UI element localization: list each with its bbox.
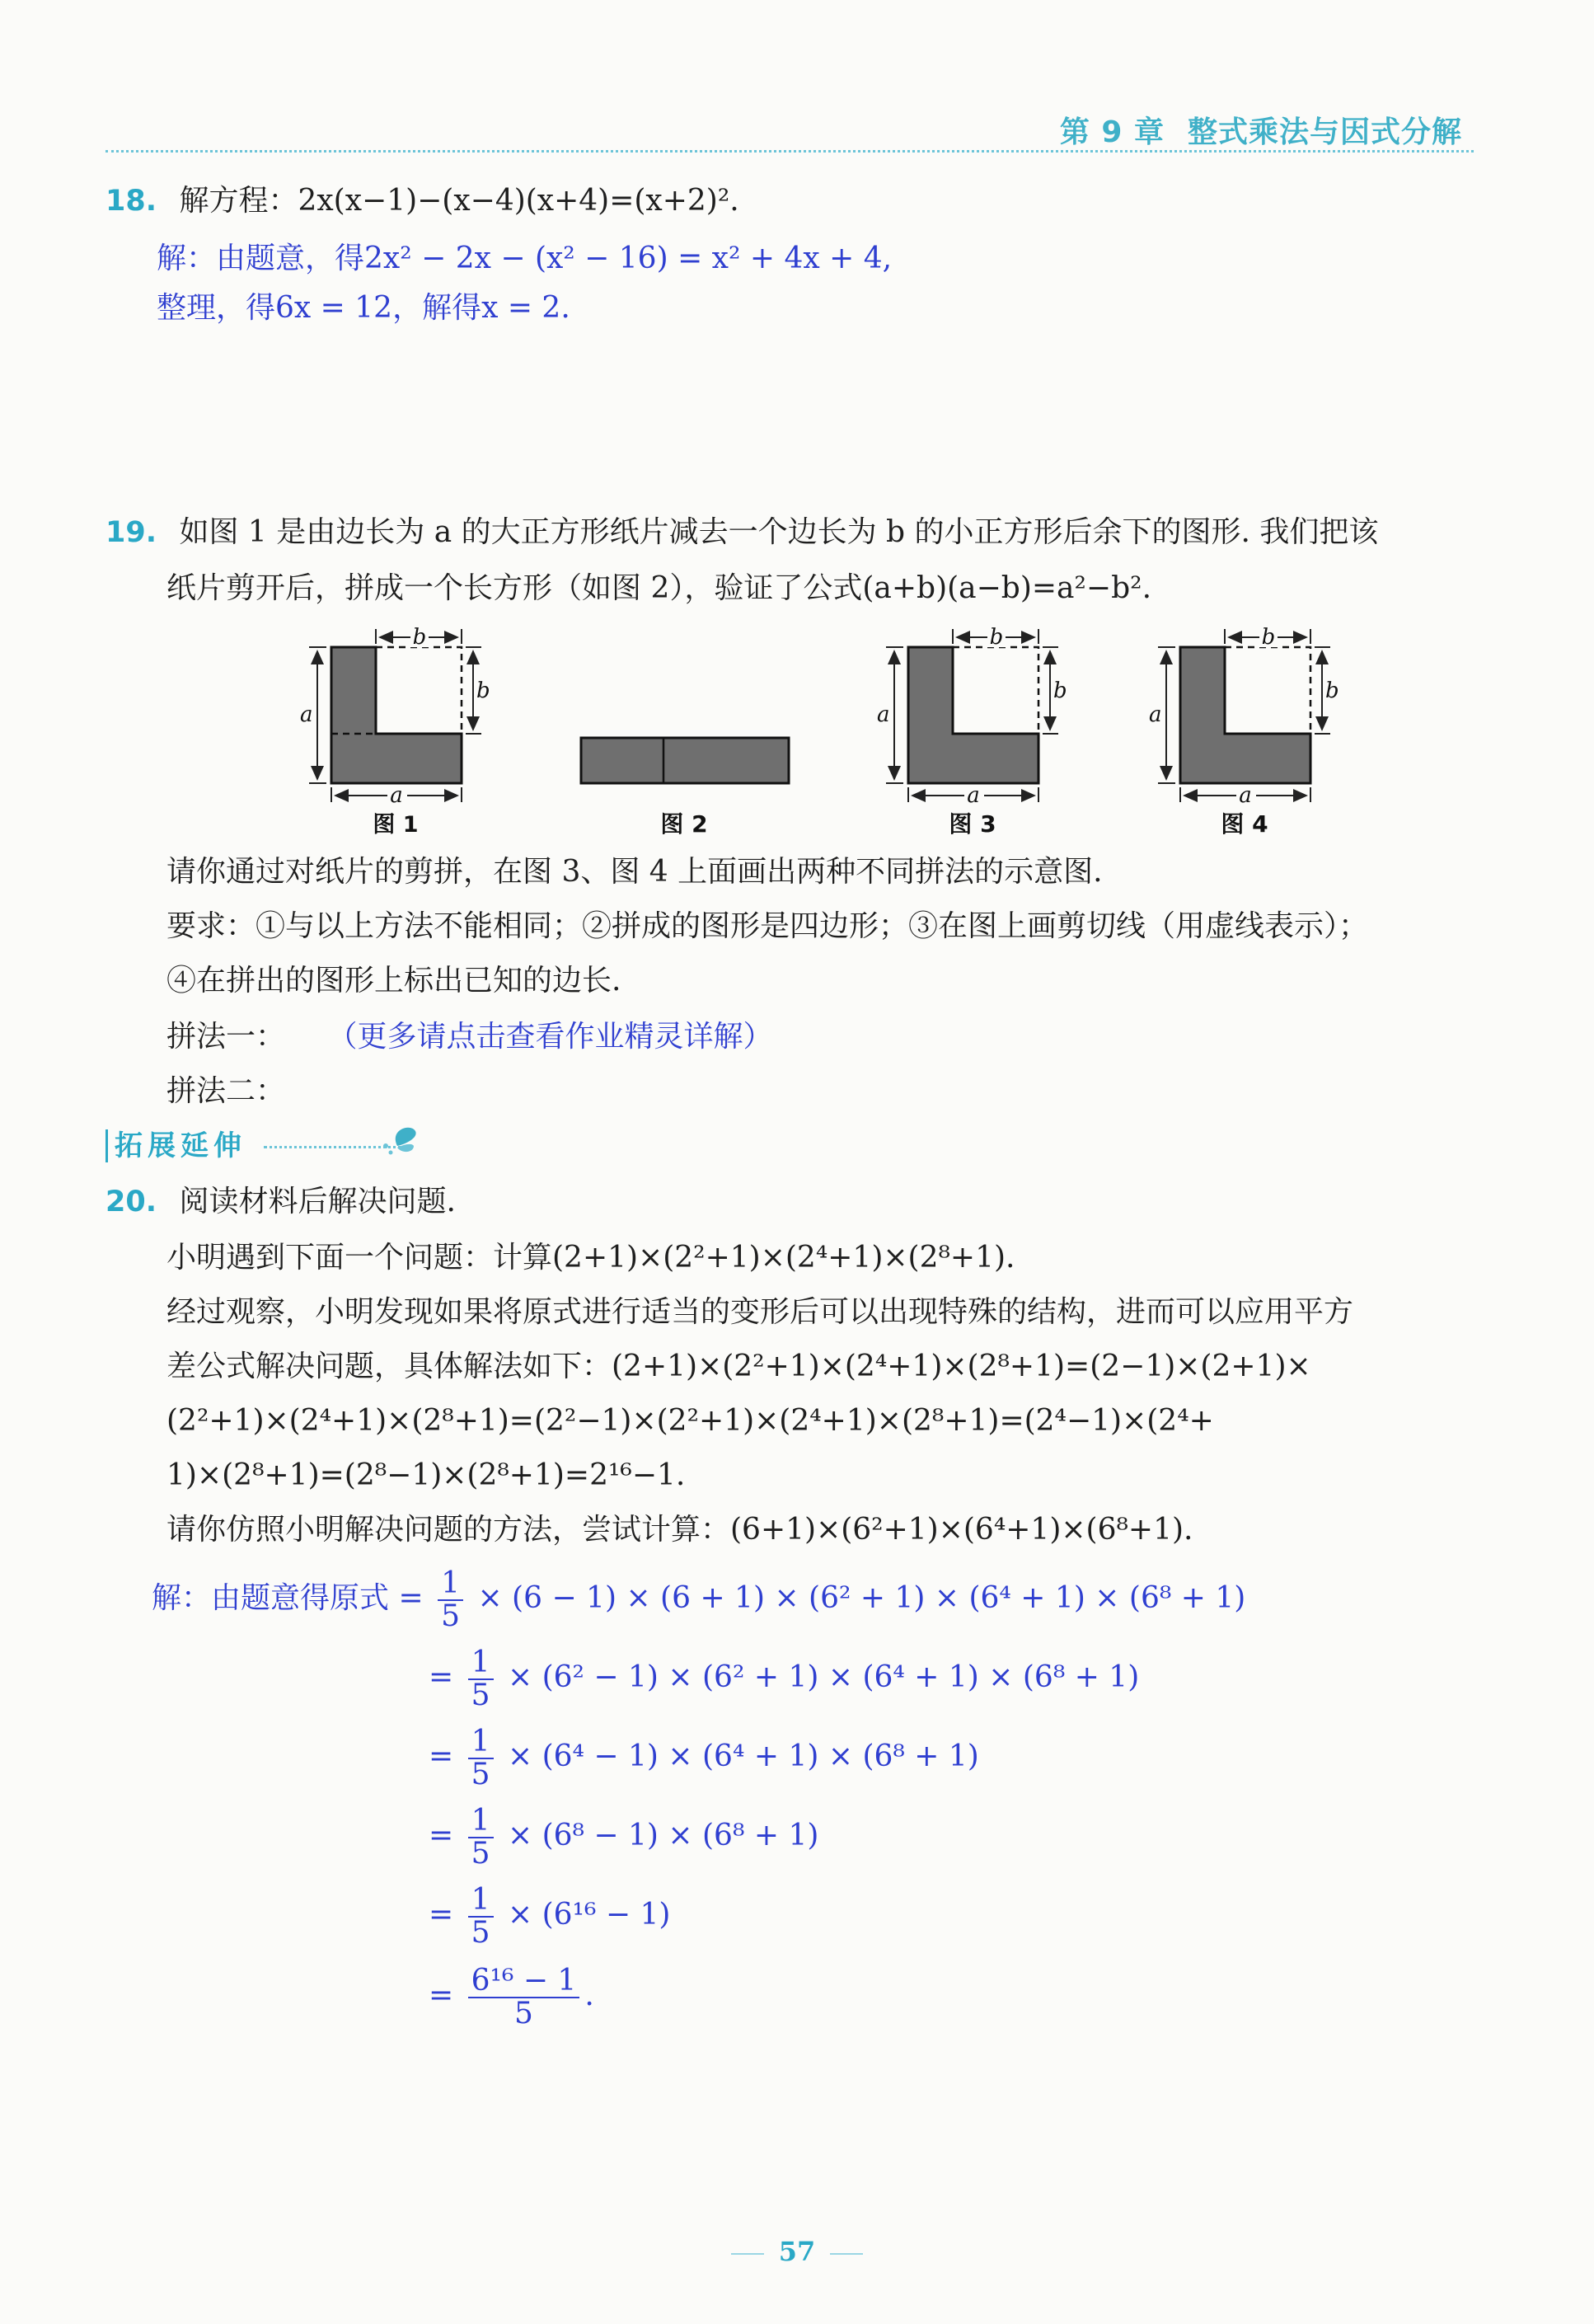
question-number: 18.	[105, 185, 157, 218]
question-number: 20.	[105, 1185, 157, 1218]
figure-2	[581, 738, 789, 838]
step-expression: × (6¹⁶ − 1)	[507, 1897, 671, 1932]
step-expression: × (6² − 1) × (6² + 1) × (6⁴ + 1) × (6⁸ + 1)	[507, 1660, 1140, 1694]
q19-requirements-line-2: ④在拼出的图形上标出已知的边长.	[166, 964, 621, 998]
question-prompt: 解方程：2x(x−1)−(x−4)(x+4)=(x+2)².	[179, 184, 739, 218]
solution-prefix: 解：由题意得原式	[152, 1580, 390, 1615]
question-20	[105, 1187, 456, 1217]
figure-3-caption: 图 3	[949, 810, 996, 838]
figure-4	[1149, 625, 1339, 838]
page-number: 57	[0, 2236, 1594, 2267]
fraction: $\frac{1}{5}$	[438, 1568, 463, 1632]
q20-line-1: 小明遇到下面一个问题：计算(2+1)×(2²+1)×(2⁴+1)×(2⁸+1).	[166, 1241, 1015, 1275]
figure-2-caption: 图 2	[660, 810, 708, 838]
label-b-right: b	[1325, 678, 1339, 703]
butterfly-icon	[377, 1121, 424, 1161]
q19-method-2: 拼法二：	[166, 1074, 286, 1108]
label-b-right: b	[476, 678, 490, 703]
q20-line-2: 经过观察，小明发现如果将原式进行适当的变形后可以出现特殊的结构，进而可以应用平方	[166, 1295, 1354, 1329]
more-details-link[interactable]: （更多请点击查看作业精灵详解）	[327, 1020, 773, 1054]
question-19	[105, 515, 1379, 549]
q19-requirements-line-1: 要求：①与以上方法不能相同；②拼成的图形是四边形；③在图上画剪切线（用虚线表示）；	[166, 909, 1369, 943]
solution-step-5: = $\frac{1}{5}$ × (6¹⁶ − 1)	[429, 1883, 671, 1950]
q19-instruction: 请你通过对纸片的剪拼，在图 3、图 4 上面画出两种不同拼法的示意图.	[166, 855, 1103, 889]
q18-answer-line-2: 整理，得6x = 12，解得x = 2.	[157, 291, 570, 325]
fraction: $\frac{1}{5}$	[468, 1885, 494, 1949]
header-divider	[105, 150, 1474, 153]
figure-row	[297, 622, 1352, 845]
q20-line-6: 请你仿照小明解决问题的方法，尝试计算：(6+1)×(6²+1)×(6⁴+1)×(6⁸+1).	[166, 1513, 1193, 1547]
q20-line-4: (2²+1)×(2⁴+1)×(2⁸+1)=(2²−1)×(2²+1)×(2⁴+1)×(2⁸+1)=(2⁴−1)×(2⁴+	[166, 1404, 1214, 1438]
chapter-number: 第 9 章	[1059, 115, 1165, 149]
label-a-bottom: a	[1239, 783, 1252, 808]
chapter-header	[1060, 109, 1462, 151]
question-number: 19.	[105, 516, 157, 549]
label-a-left: a	[1149, 702, 1162, 727]
label-a-left: a	[300, 702, 313, 727]
label-a-bottom: a	[967, 783, 980, 808]
figure-1-caption: 图 1	[373, 812, 419, 838]
q18-answer-line-1: 解：由题意，得2x² − 2x − (x² − 16) = x² + 4x + 4,	[157, 242, 893, 275]
label-b-top: b	[989, 625, 1004, 650]
figure-1	[300, 625, 490, 838]
q20-line-5: 1)×(2⁸+1)=(2⁸−1)×(2⁸+1)=2¹⁶−1.	[166, 1458, 686, 1492]
figure-3	[877, 625, 1067, 838]
label-b-top: b	[1261, 625, 1276, 650]
q19-text-line-2: 纸片剪开后，拼成一个长方形（如图 2），验证了公式(a+b)(a−b)=a²−b².	[166, 571, 1152, 605]
step-expression: × (6 − 1) × (6 + 1) × (6² + 1) × (6⁴ + 1) × (6⁸ + 1)	[477, 1580, 1246, 1615]
method-1-label: 拼法一：	[166, 1020, 286, 1054]
q19-method-1	[166, 1022, 772, 1052]
step-expression: × (6⁸ − 1) × (6⁸ + 1)	[507, 1818, 819, 1852]
figure-4-caption: 图 4	[1221, 810, 1268, 838]
fraction: $\frac{1}{5}$	[468, 1726, 494, 1791]
section-header	[105, 1123, 246, 1164]
step-expression: × (6⁴ − 1) × (6⁴ + 1) × (6⁸ + 1)	[507, 1739, 979, 1773]
section-title: 拓展延伸	[105, 1129, 246, 1162]
q20-line-3: 差公式解决问题，具体解法如下：(2+1)×(2²+1)×(2⁴+1)×(2⁸+1)=(2−1)×(2+1)×	[166, 1350, 1311, 1383]
fraction: $\frac{1}{5}$	[468, 1805, 494, 1870]
question-18	[105, 186, 739, 216]
chapter-title: 整式乘法与因式分解	[1187, 115, 1462, 149]
solution-step-4: = $\frac{1}{5}$ × (6⁸ − 1) × (6⁸ + 1)	[429, 1804, 819, 1871]
label-a-bottom: a	[390, 783, 403, 808]
solution-step-3: = $\frac{1}{5}$ × (6⁴ − 1) × (6⁴ + 1) × (6⁸ + 1)	[429, 1725, 979, 1791]
solution-final: = $\frac{\text{6¹⁶ − 1}}{5}$ .	[429, 1964, 594, 2031]
fraction: $\frac{1}{5}$	[468, 1647, 494, 1711]
final-fraction: $\frac{\text{6¹⁶ − 1}}{5}$	[468, 1965, 580, 2030]
label-a-left: a	[877, 702, 890, 727]
label-b-right: b	[1053, 678, 1067, 703]
solution-step-2: = $\frac{1}{5}$ × (6² − 1) × (6² + 1) × (6⁴ + 1) × (6⁸ + 1)	[429, 1646, 1140, 1712]
solution-step-1: 解：由题意得原式 = $\frac{1}{5}$ × (6 − 1) × (6 + 1) × (6² + 1) × (6⁴ + 1) × (6⁸ + 1)	[152, 1566, 1246, 1633]
label-b-top: b	[412, 625, 427, 650]
q20-intro: 阅读材料后解决问题.	[179, 1185, 456, 1218]
q19-text-line-1: 如图 1 是由边长为 a 的大正方形纸片减去一个边长为 b 的小正方形后余下的图形. 我们把该	[179, 515, 1379, 549]
